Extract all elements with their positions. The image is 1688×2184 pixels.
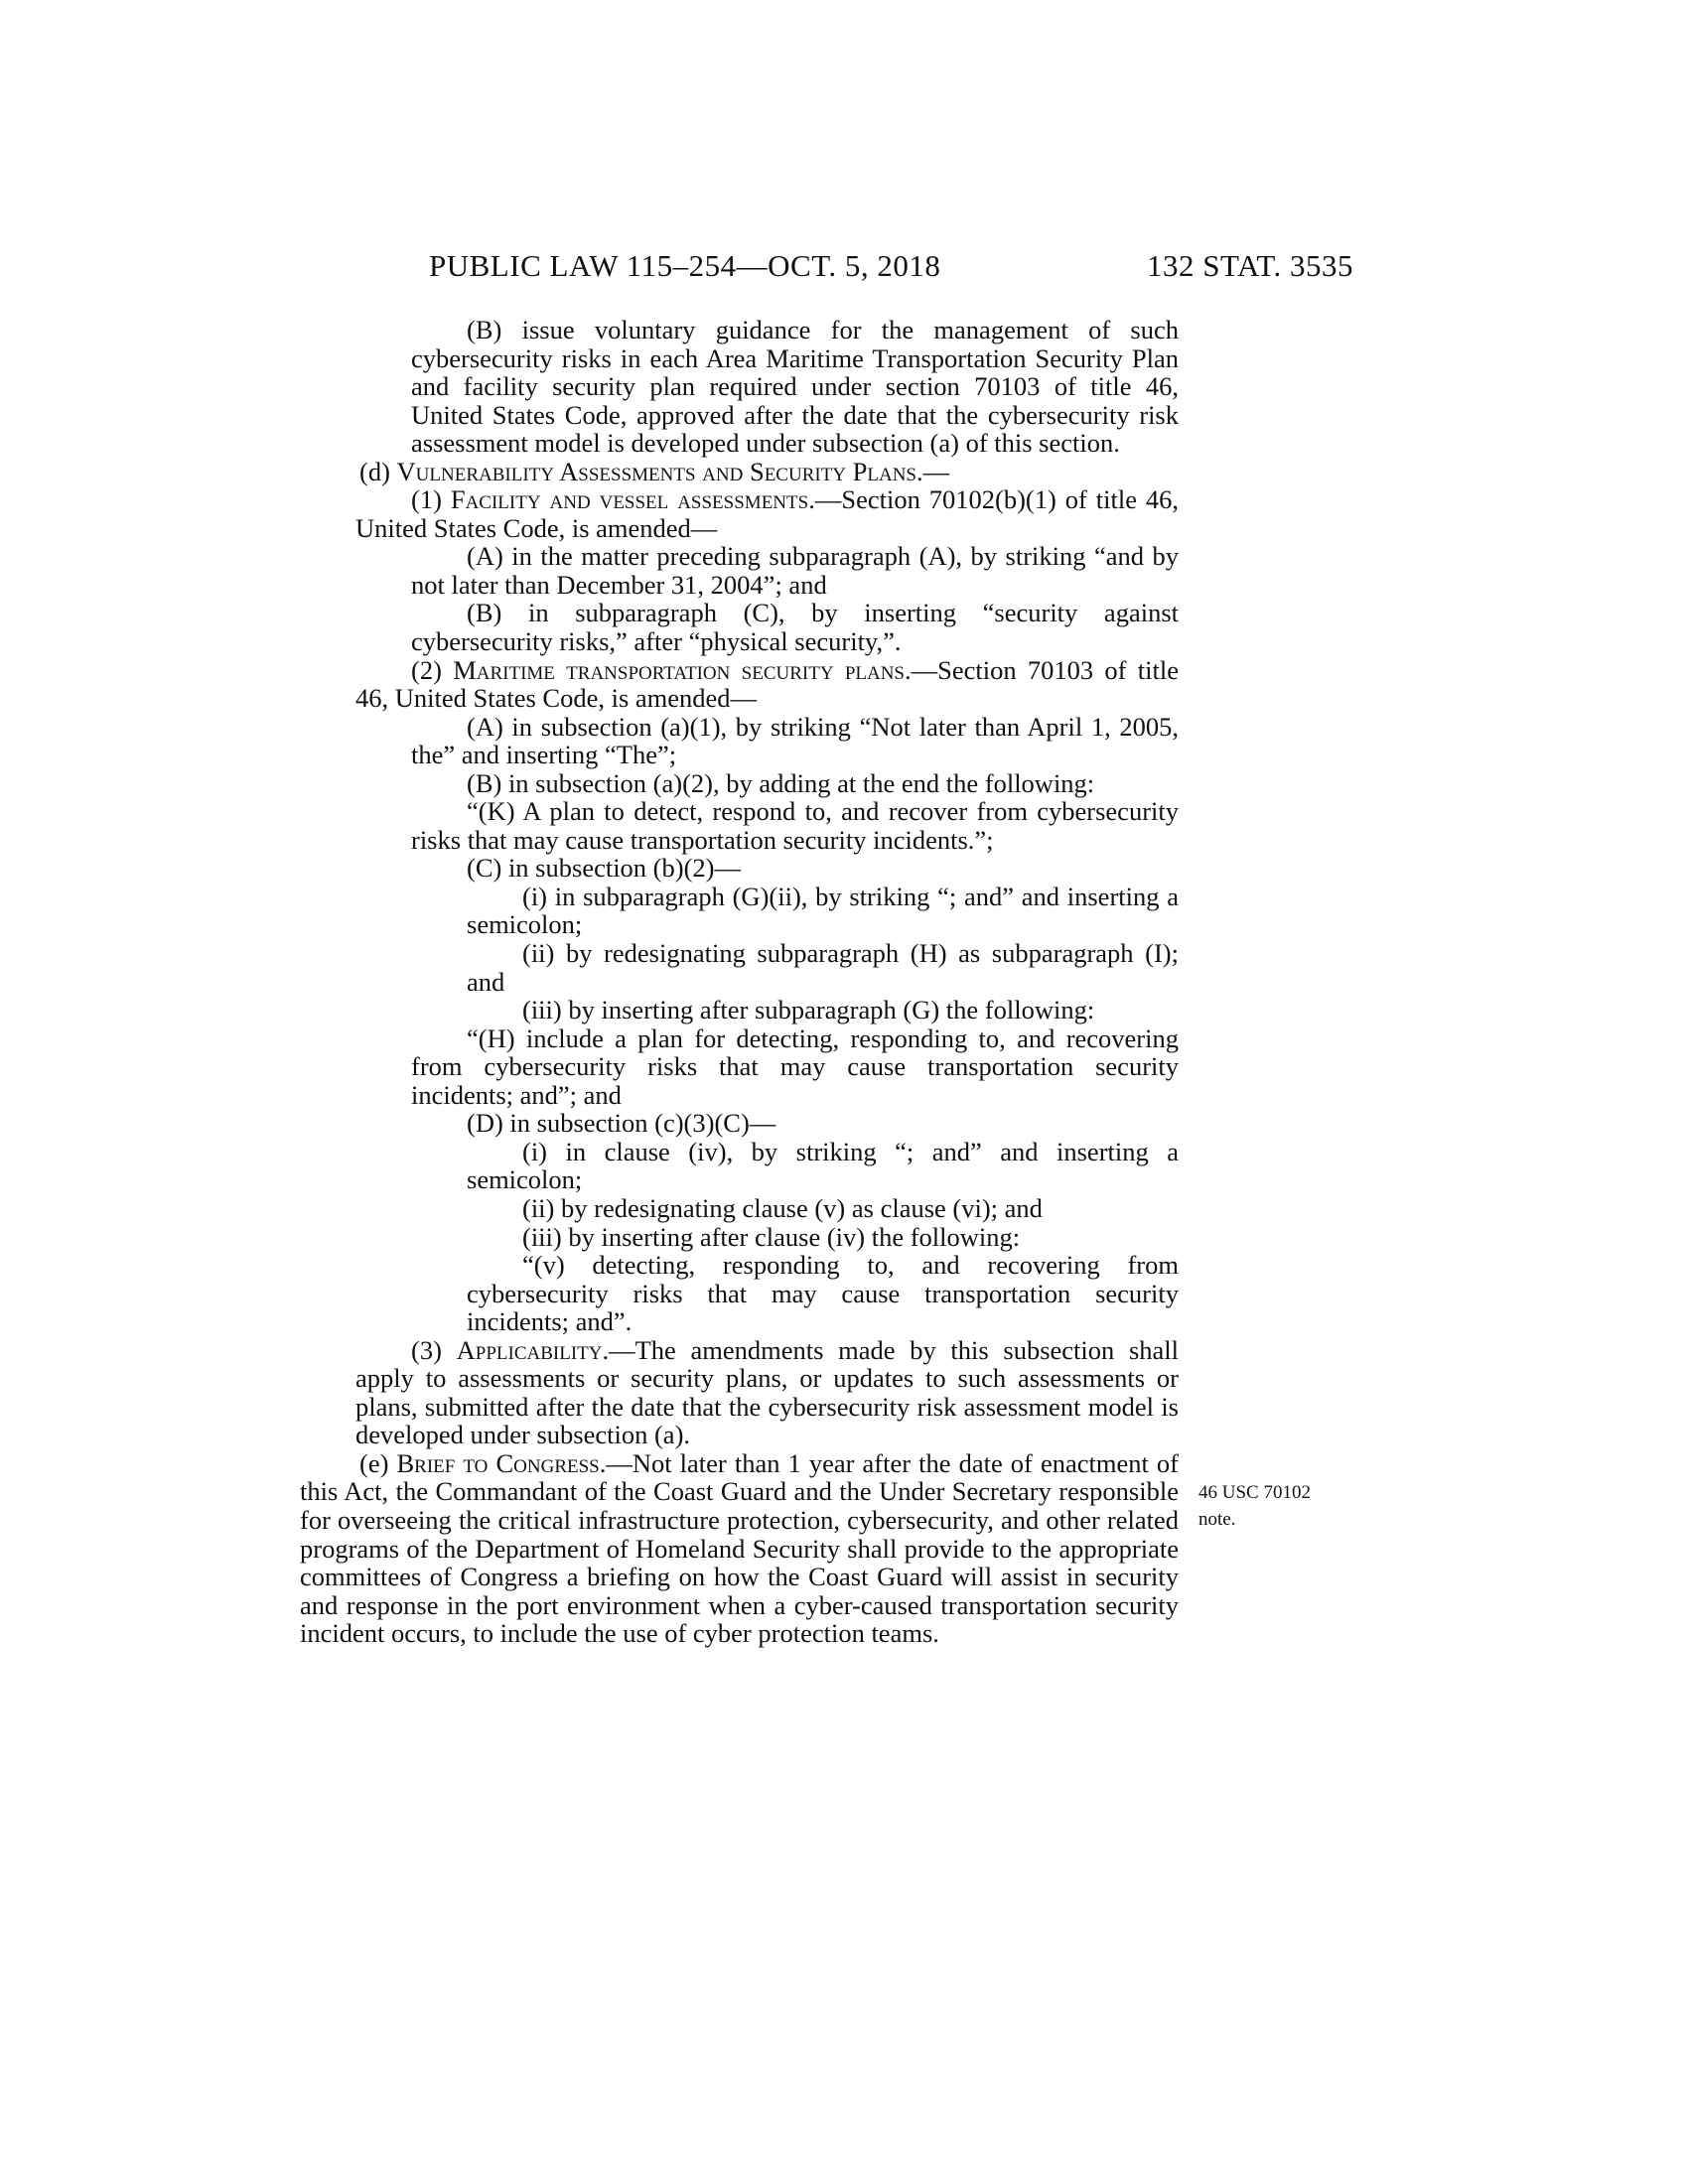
paragraph-d1-B: (B) in subparagraph (C), by inserting “security against cybersecurity risks,” after “physical security,”. [411, 598, 1179, 657]
subsection-e-heading: Brief to Congress. [396, 1447, 607, 1478]
subsection-e [300, 1449, 1179, 1648]
paragraph-d2-A: (A) in subsection (a)(1), by striking “Not later than April 1, 2005, the” and inserting “The”; [411, 711, 1179, 770]
paragraph-d2-C: (C) in subsection (b)(2)— [467, 853, 741, 884]
paragraph-d2-B: (B) in subsection (a)(2), by adding at the end the following: [467, 767, 1095, 798]
paragraph-d3-text: —The amendments made by this subsection shall apply to assessments or security plans, or updates to such assessments or plans, submitted after the date that the cybersecurity risk assessment model is developed under subsection (a). [355, 1334, 1180, 1450]
paragraph-d2-D: (D) in subsection (c)(3)(C)— [467, 1108, 776, 1139]
paragraph-d1-prefix: (1) [411, 484, 451, 515]
subsection-d-title: Vulnerability Assessments and Security Plans.— [396, 456, 950, 486]
paragraph-d3-prefix: (3) [411, 1334, 457, 1365]
margin-note-suffix: note. [1198, 1509, 1236, 1530]
running-head: PUBLIC LAW 115–254—OCT. 5, 2018 [429, 248, 941, 283]
quoted-text-K: “(K) A plan to detect, respond to, and recover from cybersecurity risks that may cause transportation security incidents.”; [411, 796, 1179, 855]
document-body [300, 316, 1179, 1648]
paragraph-d1-heading: Facility and vessel assessments. [450, 484, 815, 515]
clause-d2-C-iii: (iii) by inserting after subparagraph (G) the following: [522, 995, 1095, 1025]
quoted-text-v: “(v) detecting, responding to, and recovering from cybersecurity risks that may cause transportation security incidents; and”. [467, 1250, 1179, 1337]
page-header [0, 248, 1688, 288]
quoted-text-H: “(H) include a plan for detecting, responding to, and recovering from cybersecurity risks that may cause transportation security incidents; and”; and [411, 1023, 1179, 1110]
paragraph-d1-A: (A) in the matter preceding subparagraph (A), by striking “and by not later than December 31, 2004”; and [411, 541, 1179, 600]
margin-note [1198, 1479, 1357, 1533]
clause-d2-D-i: (i) in clause (iv), by striking “; and” and inserting a semicolon; [467, 1136, 1179, 1195]
clause-d2-C-i: (i) in subparagraph (G)(ii), by striking “; and” and inserting a semicolon; [467, 881, 1179, 940]
subsection-d-heading [300, 458, 1179, 486]
clause-d2-D-ii: (ii) by redesignating clause (v) as clause (vi); and [522, 1192, 1043, 1223]
page-number: 132 STAT. 3535 [1147, 248, 1354, 283]
clause-d2-D-iii: (iii) by inserting after clause (iv) the following: [522, 1221, 1021, 1252]
subsection-e-prefix: (e) [359, 1447, 397, 1478]
paragraph-d3 [300, 1336, 1179, 1449]
paragraph-c-B: (B) issue voluntary guidance for the management of such cybersecurity risks in each Area Maritime Transportation Security Plan and facility security plan required under section 70103 of title 46, United States Code, approved after the date that the cybersecurity risk assessment model is developed under subsection (a) of this section. [411, 315, 1179, 459]
margin-note-citation: 46 USC 70102 [1198, 1482, 1311, 1503]
paragraph-d2-heading: Maritime transportation security plans. [453, 654, 912, 685]
clause-d2-C-ii: (ii) by redesignating subparagraph (H) as subparagraph (I); and [467, 938, 1179, 997]
subsection-d-prefix: (d) [359, 456, 397, 486]
paragraph-d2-prefix: (2) [411, 654, 454, 685]
paragraph-d2-text: —Section 70103 of title 46, United States Code, is amended— [355, 654, 1180, 714]
paragraph-d1-text: —Section 70102(b)(1) of title 46, United States Code, is amended— [355, 484, 1180, 543]
paragraph-d1 [300, 485, 1179, 542]
paragraph-d2 [300, 656, 1179, 713]
subsection-e-text: —Not later than 1 year after the date of enactment of this Act, the Commandant of the Coast Guard and the Under Secretary responsible for overseeing the critical infrastructure protection, cybersecurity, and other related programs of the Department of Homeland Security shall provide to the appropriate committees of Congress a briefing on how the Coast Guard will assist in security and response in the port environment when a cyber-caused transportation security incident occurs, to include the use of cyber protection teams. [300, 1447, 1179, 1649]
paragraph-d3-heading: Applicability. [456, 1334, 610, 1365]
